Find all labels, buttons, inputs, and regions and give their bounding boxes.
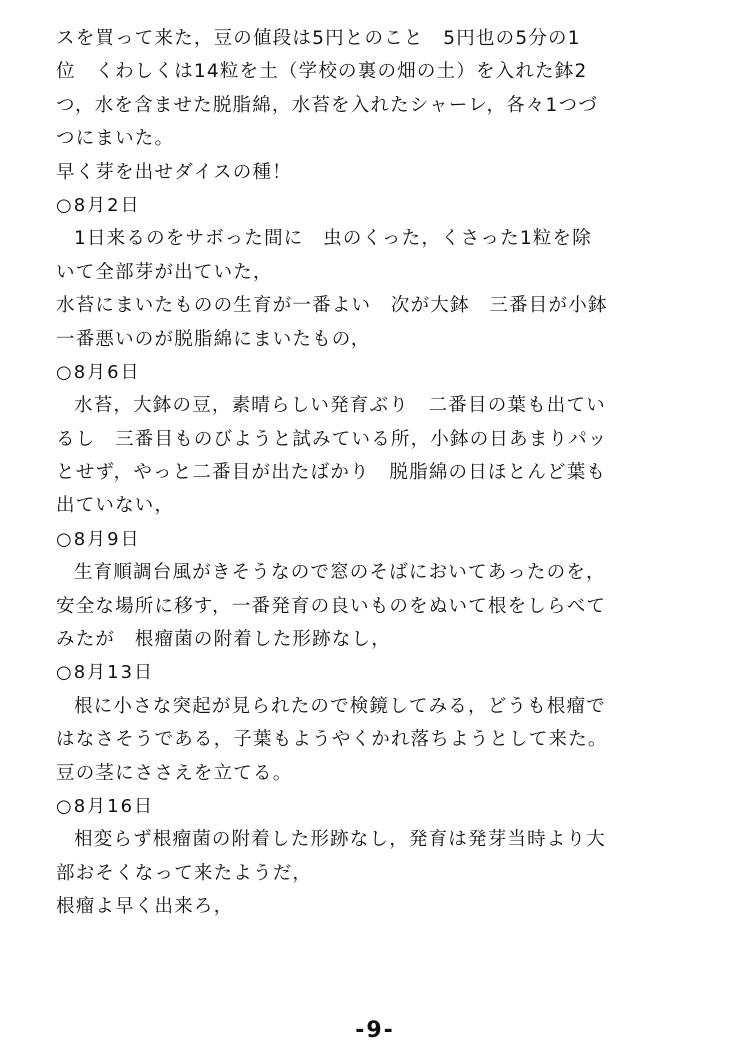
text-line-13: るし 三番目ものびようと試みている所，小鉢の日あまりパッ <box>56 428 608 450</box>
date-heading-aug-9: ○8月9日 <box>56 528 141 550</box>
text-line-14: とせず，やっと二番目が出たばかり 脱脂綿の日ほとんど葉も <box>56 462 607 484</box>
text-line-12: 水苔，大鉢の豆，素晴らしい発育ぶり 二番目の葉も出てい <box>74 395 606 417</box>
text-line-27: 根瘤よ早く出来ろ， <box>56 896 234 918</box>
text-line-3: つ，水を含ませた脱脂綿，水苔を入れたシャーレ，各々1つづ <box>56 94 598 116</box>
text-line-25: 相変らず根瘤菌の附着した形跡なし，発育は発芽当時より大 <box>74 829 606 851</box>
page-number: -9- <box>355 1018 395 1043</box>
text-line-9: 水苔にまいたものの生育が一番よい 次が大鉢 三番目が小鉢 <box>56 295 608 317</box>
text-line-4: つにまいた。 <box>56 128 175 150</box>
text-line-23: 豆の茎にささえを立てる。 <box>56 762 293 784</box>
text-line-15: 出ていない， <box>56 495 175 517</box>
text-line-18: 安全な場所に移す，一番発育の良いものをぬいて根をしらべて <box>56 595 607 617</box>
text-line-1: スを買って来た，豆の値段は5円とのこと 5円也の5分の1 <box>56 28 581 49</box>
text-line-21: 根に小さな突起が見られたので検鏡してみる，どうも根瘤で <box>74 695 606 717</box>
text-line-17: 生育順調台風がきそうなので窓のそばにおいてあったのを， <box>74 562 606 584</box>
text-line-22: はなさそうである，子葉もようやくかれ落ちようとして来た。 <box>56 729 608 751</box>
text-line-8: いて全部芽が出ていた， <box>56 261 273 283</box>
date-heading-aug-16: ○8月16日 <box>56 795 155 817</box>
text-line-7: 1日来るのをサボった間に 虫のくった，くさった1粒を除 <box>74 228 592 250</box>
date-heading-aug-13: ○8月13日 <box>56 662 155 684</box>
text-line-2: 位 くわしくは14粒を土（学校の裏の畑の土）を入れた鉢2 <box>56 61 588 83</box>
document-body <box>56 22 716 924</box>
date-heading-aug-2: ○8月2日 <box>56 194 141 216</box>
date-heading-aug-6: ○8月6日 <box>56 361 141 383</box>
text-line-10: 一番悪いのが脱脂綿にまいたもの， <box>56 328 371 350</box>
text-line-26: 部おそくなって来たようだ， <box>56 862 313 884</box>
text-line-19: みたが 根瘤菌の附着した形跡なし， <box>56 629 391 651</box>
text-line-5: 早く芽を出せダイスの種！ <box>56 161 292 183</box>
